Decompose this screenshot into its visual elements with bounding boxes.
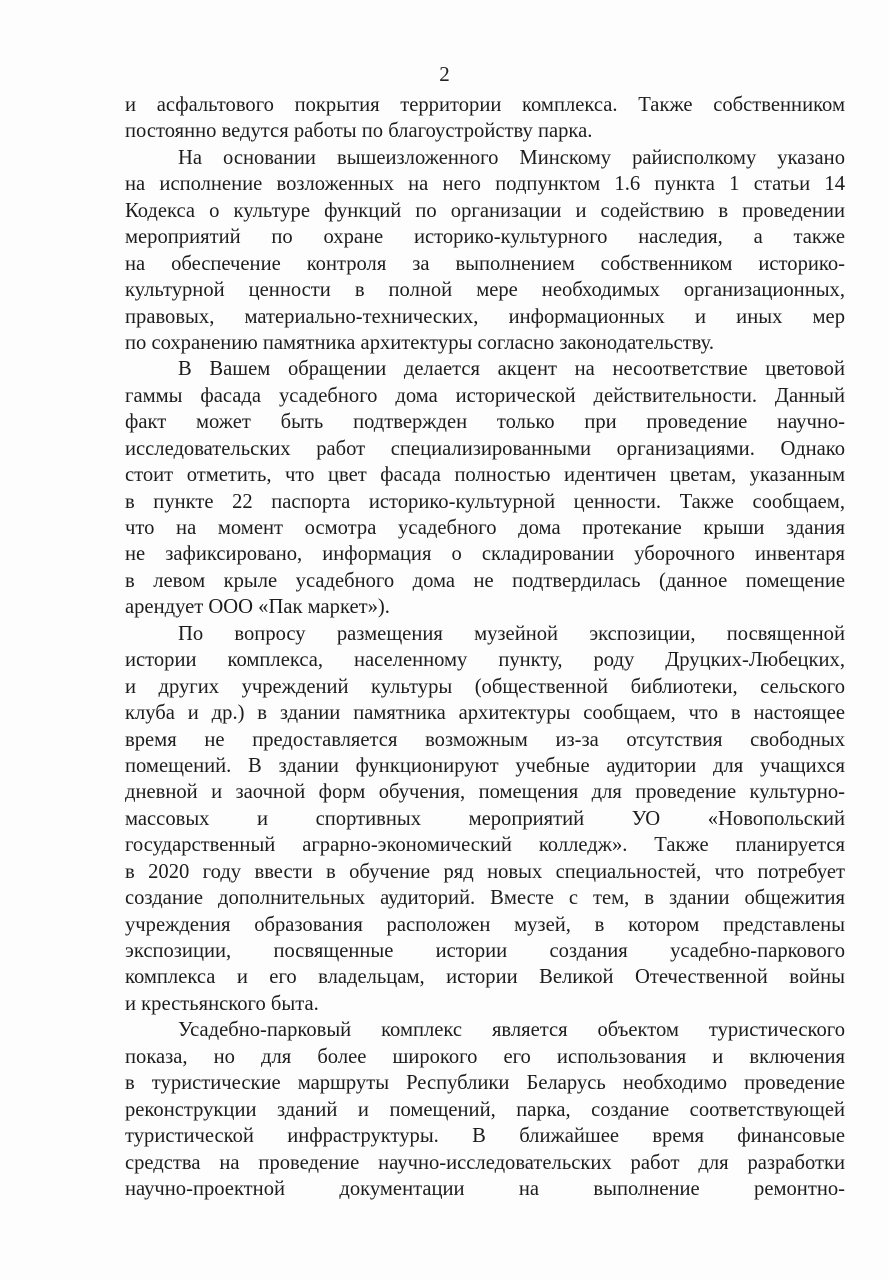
paragraph <box>125 356 845 620</box>
text-line: постоянно ведутся работы по благоустройству парка. <box>125 120 593 143</box>
text-line: Усадебно-парковый комплекс является объектом туристического <box>178 1019 845 1042</box>
text-line: по сохранению памятника архитектуры согласно законодательству. <box>125 331 715 354</box>
text-line: на обеспечение контроля за выполнением собственником историко- <box>125 252 845 275</box>
text-line: экспозиции, посвященные истории создания усадебно-паркового <box>125 940 845 962</box>
text-line: и асфальтового покрытия территории комплекса. Также собственником <box>125 94 845 116</box>
text-line: стоит отметить, что цвет фасада полностью идентичен цветам, указанным <box>125 464 845 487</box>
text-line: не зафиксировано, информация о складировании уборочного инвентаря <box>125 543 845 566</box>
text-line: в левом крыле усадебного дома не подтвердилась (данное помещение <box>125 569 845 592</box>
text-line: факт может быть подтвержден только при проведение научно- <box>125 411 845 434</box>
text-line: учреждения образования расположен музей, в котором представлены <box>125 913 845 936</box>
text-line: клуба и др.) в здании памятника архитектуры сообщаем, что в настоящее <box>125 702 845 725</box>
text-line: на исполнение возложенных на него подпунктом 1.6 пункта 1 статьи 14 <box>125 173 845 196</box>
document-body <box>125 92 845 1202</box>
text-line: в пункте 22 паспорта историко-культурной ценности. Также сообщаем, <box>125 490 845 513</box>
text-line: истории комплекса, населенному пункту, роду Друцких-Любецких, <box>125 649 845 672</box>
paragraph <box>125 92 845 145</box>
text-line: исследовательских работ специализированными организациями. Однако <box>125 437 845 460</box>
text-line: дневной и заочной форм обучения, помещения для проведение культурно- <box>125 781 845 804</box>
text-line: средства на проведение научно-исследовательских работ для разработки <box>125 1151 845 1174</box>
text-line: культурной ценности в полной мере необходимых организационных, <box>125 279 845 302</box>
text-line: арендует ООО «Пак маркет»). <box>125 596 390 619</box>
text-line: комплекса и его владельцам, истории Великой Отечественной войны <box>125 966 845 989</box>
text-line: в туристические маршруты Республики Беларусь необходимо проведение <box>125 1072 845 1095</box>
text-line: гаммы фасада усадебного дома исторической действительности. Данный <box>125 384 845 407</box>
text-line: На основании вышеизложенного Минскому райисполкому указано <box>178 146 845 169</box>
page-number: 2 <box>439 62 450 86</box>
text-line: в 2020 году ввести в обучение ряд новых специальностей, что потребует <box>125 860 845 883</box>
text-line: В Вашем обращении делается акцент на несоответствие цветовой <box>178 358 845 381</box>
paragraph <box>125 1017 845 1202</box>
text-line: государственный аграрно-экономический колледж». Также планируется <box>125 834 845 857</box>
paragraph <box>125 145 845 357</box>
text-line: реконструкции зданий и помещений, парка, создание соответствующей <box>125 1098 845 1121</box>
text-line: помещений. В здании функционируют учебные аудитории для учащихся <box>125 754 845 777</box>
text-line: мероприятий по охране историко-культурного наследия, а также <box>125 226 845 249</box>
text-line: научно-проектной документации на выполнение ремонтно- <box>125 1177 845 1200</box>
text-line: туристической инфраструктуры. В ближайшее время финансовые <box>125 1125 845 1148</box>
text-line: время не предоставляется возможным из-за отсутствия свободных <box>125 728 845 751</box>
text-line: массовых и спортивных мероприятий УО «Новопольский <box>125 807 845 830</box>
paragraph <box>125 621 845 1018</box>
text-line: По вопросу размещения музейной экспозиции, посвященной <box>178 622 845 645</box>
text-line: показа, но для более широкого его использования и включения <box>125 1045 845 1068</box>
text-line: Кодекса о культуре функций по организации и содействию в проведении <box>125 199 845 222</box>
text-line: и других учреждений культуры (общественной библиотеки, сельского <box>125 675 845 698</box>
text-line: и крестьянского быта. <box>125 992 319 1015</box>
text-line: правовых, материально-технических, информационных и иных мер <box>125 305 845 328</box>
text-line: создание дополнительных аудиторий. Вместе с тем, в здании общежития <box>125 887 845 910</box>
text-line: что на момент осмотра усадебного дома протекание крыши здания <box>125 517 845 539</box>
